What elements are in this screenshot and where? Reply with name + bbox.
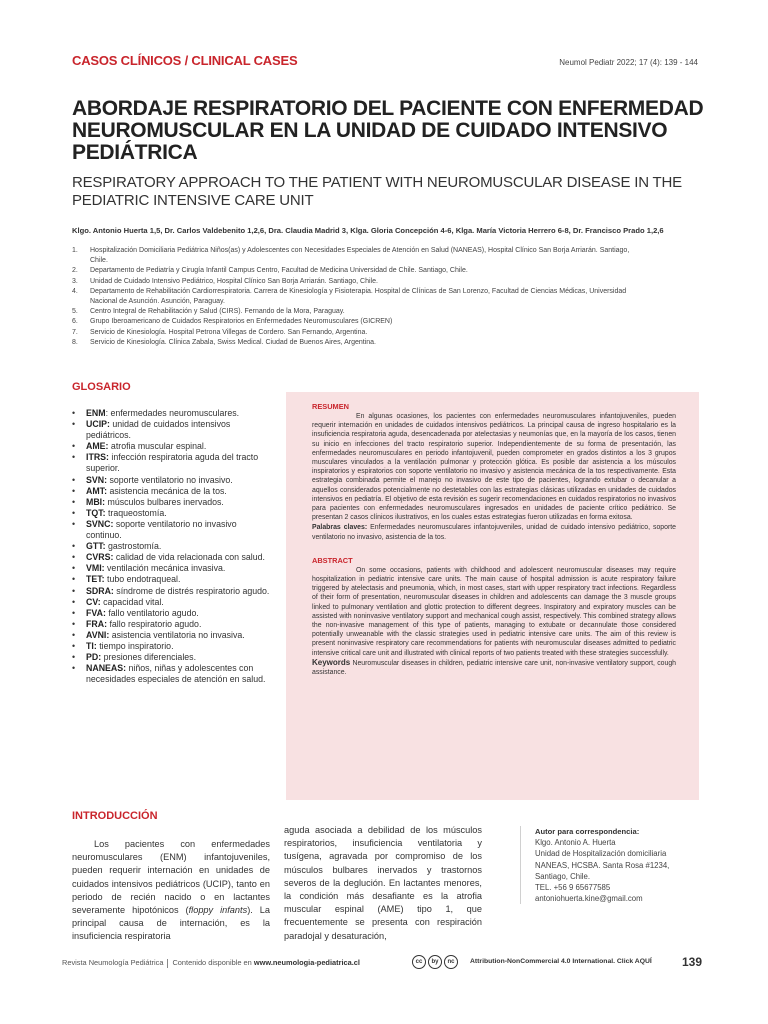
abstract-panel <box>286 392 699 800</box>
glossary-term: CV: <box>86 596 101 607</box>
glossary-term: FVA: <box>86 607 106 618</box>
glossary-definition: traqueostomía. <box>105 507 167 518</box>
glossary-term: UCIP: <box>86 419 110 430</box>
glossary-item <box>72 641 270 652</box>
glossary-definition: tubo endotraqueal. <box>104 574 181 585</box>
glossary-definition: : enfermedades neuromusculares. <box>105 408 240 418</box>
abstract-heading: ABSTRACT <box>312 555 353 565</box>
affiliation-item <box>72 287 632 307</box>
glossary-item <box>72 441 270 452</box>
title-english: RESPIRATORY APPROACH TO THE PATIENT WITH NEUROMUSCULAR DISEASE IN THE PEDIATRIC INTENSIVE CARE UNIT <box>72 174 682 209</box>
affiliation-number: 6. <box>72 318 78 326</box>
glossary-term: PD: <box>86 652 102 663</box>
correspondence-line: Unidad de Hospitalización domiciliaria <box>535 849 667 859</box>
glossary-item <box>72 508 270 519</box>
affiliation-item <box>72 246 632 266</box>
affiliation-text: Departamento de Pediatría y Cirugía Infantil Campus Centro, Facultad de Medicina Universidad de Chile. Santiago, Chile. <box>90 267 468 275</box>
glossary-term: SVN: <box>86 474 108 485</box>
affiliation-number: 3. <box>72 277 78 285</box>
cc-icon: cc <box>412 955 426 969</box>
glossary-item <box>72 475 270 486</box>
glossary-item <box>72 608 270 619</box>
affiliation-number: 1. <box>72 247 78 254</box>
page-number: 139 <box>681 955 702 969</box>
glossary-term: VMI: <box>86 563 105 574</box>
affiliation-number: 7. <box>72 328 78 336</box>
introduction-column-2: aguda asociada a debilidad de los músculos respiratorios, insuficiencia ventilatoria y tusígena, agravada por compromiso de los músculos bulbares inervados y trastornos severos de la deglución. En lactantes menores, la condición más desafiante es la atrofia muscular espinal (AME) tipo 1, que frecuentemente se presenta con respiración paradojal y desaturación, <box>284 825 482 941</box>
glossary-item <box>72 486 270 497</box>
affiliation-item <box>72 266 632 276</box>
glossary-term: MBI: <box>86 496 106 507</box>
correspondence-email: antoniohuerta.kine@gmail.com <box>535 894 643 904</box>
correspondence-line: Klgo. Antonio A. Huerta <box>535 838 616 848</box>
attribution-icon: by <box>428 955 442 969</box>
resumen-text: En algunas ocasiones, los pacientes con enfermedades neuromusculares infantojuveniles, pueden requerir internación en unidades de cuidados intensivos pediátricos. La principal causa de ingreso hospitalario es la insuficiencia respiratoria aguda, desencadenada por atelectasias y neumonías que, en la mayoría de los casos, tienen su inicio en infecciones del tracto respiratorio superior. Independientemente de su forma de presentación, las enfermedades neuromusculares en periodo infantojuvenil, pueden comprometer en grados distintos a los 3 grupos musculares vinculados a la ventilación pulmonar y protección glótica. Es posible dar asistencia a los músculos inspiratorios y espiratorios con soporte ventilatorio no invasivo y asistencia mecánica de la tos respectivamente. Esta estrategia combinada permite el manejo no invasivo de este tipo de pacientes, logrando extubar o decanular a aquellos considerados potencialmente no destetables con las estrategias clásicas utilizadas en unidades de cuidados intensivos en pediatría. El objetivo de esta revisión es sugerir recomendaciones en cuidados respiratorios no invasivos para pacientes con enfermedades neuromusculares ingresados en unidades de paciente crítico pediátrico. Se presentan 2 casos clínicos ilustrativos, en los cuales estas estrategias fueron utilizadas en forma exitosa. <box>312 413 676 522</box>
glossary-term: SVNC: <box>86 518 114 529</box>
correspondence-line: TEL. +56 9 65677585 <box>535 883 611 893</box>
license-label: Attribution-NonCommercial 4.0 International. Click <box>470 958 634 965</box>
affiliation-list <box>72 246 632 348</box>
glossary-item <box>72 419 270 441</box>
affiliation-text: Departamento de Rehabilitación Cardiorrespiratoria. Carrera de Kinesiología y Fisioterapia. Hospital de Clínicas de San Lorenzo, Facultad de Ciencias Médicas, Universidad Nacional de Asunción. Asunción, Paraguay. <box>90 287 627 306</box>
page-footer <box>62 955 702 971</box>
glossary-item <box>72 574 270 585</box>
cc-license-badge[interactable] <box>412 955 458 969</box>
glossary-term: TET: <box>86 574 105 585</box>
affiliation-text: Centro Integral de Rehabilitación y Salud (CIRS). Fernando de la Mora, Paraguay. <box>90 308 345 316</box>
glossary-term: AMT: <box>86 485 108 496</box>
glossary-term: SDRA: <box>86 585 114 596</box>
journal-reference: Neumol Pediatr 2022; 17 (4): 139 - 144 <box>559 58 698 67</box>
glossary-definition: niños, niñas y adolescentes con necesidades especiales de atención en salud. <box>86 663 266 685</box>
glossary-term: FRA: <box>86 618 108 629</box>
glossary-item <box>72 597 270 608</box>
affiliation-text: Servicio de Kinesiología. Clínica Zabala, Swiss Medical. Ciudad de Buenos Aires, Argentina. <box>90 338 376 346</box>
glossary-term: GTT: <box>86 541 106 552</box>
glossary-item <box>72 663 270 685</box>
glossary-item <box>72 563 270 574</box>
glossary-term: CVRS: <box>86 552 114 563</box>
affiliation-item <box>72 338 632 348</box>
glossary-term: ENM <box>86 408 106 418</box>
glossary-definition: gastrostomía. <box>105 541 162 552</box>
glossary-term: AME: <box>86 441 109 452</box>
glossary-definition: calidad de vida relacionada con salud. <box>113 552 265 563</box>
glossary-item <box>72 619 270 630</box>
affiliation-number: 2. <box>72 267 78 275</box>
glossary-item <box>72 452 270 474</box>
affiliation-text: Grupo Iberoamericano de Cuidados Respiratorios en Enfermedades Neuromusculares (GICREN) <box>90 318 393 326</box>
glossary-definition: ventilación mecánica invasiva. <box>104 563 226 574</box>
abstract-text: On some occasions, patients with childhood and adolescent neuromuscular diseases may require hospitalization in pediatric intensive care units. The main cause of hospital admission is acute respiratory failure triggered by atelectasis and pneumonia, which, in most cases, start with upper respiratory tract infections. Regardless of their form of presentation, neuromuscular diseases in children and adolescents can damage the 3 muscle groups linked to pulmonary ventilation and glottic protection to different degrees. Inspiratory and expiratory muscles can be assisted with noninvasive ventilatory support and mechanical cough assist, respectively. This combined strategy allows the non-invasive management of this type of patients, managing to extubate or decannulate those considered potentially unweanable with the classic strategies used in pediatric intensive care units. The aim of this review is present noninvasive respiratory care recommendations for patients with neuromuscular diseases admitted to pediatric intensive critical care unit and illustrated with clinical reports of two patients treated with these strategies successfully. <box>312 566 676 657</box>
footer-journal-info <box>62 958 360 968</box>
license-click-link[interactable]: AQUÍ <box>634 958 652 965</box>
glossary-item <box>72 652 270 663</box>
footer-available: Contenido disponible en <box>172 958 252 967</box>
glossary-definition: músculos bulbares inervados. <box>105 496 224 507</box>
glossary-item <box>72 541 270 552</box>
glossary-term: TI: <box>86 640 97 651</box>
resumen-keywords-text: Enfermedades neuromusculares infantojuveniles, unidad de cuidado intensivo pediátrico, soporte ventilatorio no invasivo, asistencia de la tos. <box>312 524 677 541</box>
title-spanish: ABORDAJE RESPIRATORIO DEL PACIENTE CON ENFERMEDAD NEUROMUSCULAR EN LA UNIDAD DE CUIDADO INTENSIVO PEDIÁTRICA <box>72 97 704 164</box>
glossary-definition: atrofia muscular espinal. <box>108 441 207 452</box>
abstract-keywords <box>312 658 676 677</box>
license-text <box>470 958 652 965</box>
glossary-term: NANEAS: <box>86 663 127 674</box>
glossary-definition: capacidad vital. <box>100 596 164 607</box>
footer-journal: Revista Neumología Pediátrica <box>62 958 164 967</box>
glossary-definition: asistencia mecánica de la tos. <box>107 485 227 496</box>
resumen-heading: RESUMEN <box>312 402 349 411</box>
intro-text-em: floppy infants <box>188 905 248 916</box>
affiliation-number: 8. <box>72 338 78 346</box>
affiliation-item <box>72 307 632 317</box>
resumen-keywords-label: Palabras claves: <box>312 524 368 532</box>
glossary-definition: fallo ventilatorio agudo. <box>105 607 199 618</box>
glossary-term: ITRS: <box>86 452 109 463</box>
affiliation-text: Unidad de Cuidado Intensivo Pediátrico, Hospital Clínico San Borja Arriarán. Santiago, Chile. <box>90 277 378 285</box>
glossary-definition: fallo respiratorio agudo. <box>107 618 202 629</box>
glossary-definition: presiones diferenciales. <box>101 652 197 663</box>
correspondence-line: Santiago, Chile. <box>535 871 591 881</box>
glossary-definition: soporte ventilatorio no invasivo continuo. <box>86 518 237 541</box>
glossary-item <box>72 497 270 508</box>
affiliation-item <box>72 328 632 338</box>
glossary-item <box>72 552 270 563</box>
affiliation-item <box>72 317 632 327</box>
affiliation-item <box>72 277 632 287</box>
glossary-item <box>72 630 270 641</box>
glossary-list <box>72 408 270 685</box>
intro-text-a: Los pacientes con enfermedades neuromusculares (ENM) infantojuveniles, pueden requerir internación en unidades de cuidados intensivos pediátricos (UCIP), tanto en periodo de recién nacido o en lactantes severamente hipotónicos ( <box>72 839 270 916</box>
footer-url-link[interactable]: www.neumologia-pediatrica.cl <box>253 958 360 967</box>
glossary-term: TQT: <box>86 507 106 518</box>
affiliation-number: 4. <box>72 287 78 295</box>
glossary-definition: síndrome de distrés respiratorio agudo. <box>113 585 270 596</box>
intro-text-b: ). La principal causa de internación, es la insuficiencia respiratoria <box>72 905 270 942</box>
correspondence-heading: Autor para correspondencia: <box>535 827 640 836</box>
section-label: CASOS CLÍNICOS / CLINICAL CASES <box>72 53 298 68</box>
glossary-definition: unidad de cuidados intensivos pediátricos. <box>86 419 231 441</box>
noncommercial-icon: nc <box>444 955 458 969</box>
abstract-keywords-text: Neuromuscular diseases in children, pediatric intensive care unit, non-invasive ventilatory support, cough assistance. <box>312 659 676 677</box>
affiliation-text: Hospitalización Domiciliaria Pediátrica Niños(as) y Adolescentes con Necesidades Especiales de Atención en Salud (NANEAS), Hospital Clínico San Borja Arriarán. Santiago, Chile. <box>90 247 630 265</box>
glossary-title: GLOSARIO <box>72 381 131 393</box>
introduction-column-1 <box>72 838 270 944</box>
correspondence-box <box>520 826 700 904</box>
glossary-definition: asistencia ventilatoria no invasiva. <box>109 629 245 640</box>
correspondence-line: NANEAS, HCSBA. Santa Rosa #1234, <box>535 860 670 870</box>
affiliation-text: Servicio de Kinesiología. Hospital Petrona Villegas de Cordero. San Fernando, Argentina. <box>90 328 368 336</box>
introduction-title: INTRODUCCIÓN <box>72 810 158 822</box>
glossary-term: AVNI: <box>86 629 110 640</box>
running-header <box>72 52 698 70</box>
author-list: Klgo. Antonio Huerta 1,5, Dr. Carlos Valdebenito 1,2,6, Dra. Claudia Madrid 3, Klga. Gloria Concepción 4-6, Klga. María Victoria Herrero 6-8, Dr. Francisco Prado 1,2,6 <box>72 226 664 235</box>
glossary-definition: infección respiratoria aguda del tracto superior. <box>86 452 259 474</box>
glossary-definition: soporte ventilatorio no invasivo. <box>107 474 233 485</box>
abstract-keywords-label: Keywords <box>312 657 351 667</box>
glossary-item <box>72 519 270 541</box>
glossary-item <box>72 586 270 597</box>
resumen-keywords <box>312 523 676 541</box>
glossary-item <box>72 408 270 419</box>
glossary-definition: tiempo inspiratorio. <box>96 640 174 651</box>
affiliation-number: 5. <box>72 308 78 316</box>
